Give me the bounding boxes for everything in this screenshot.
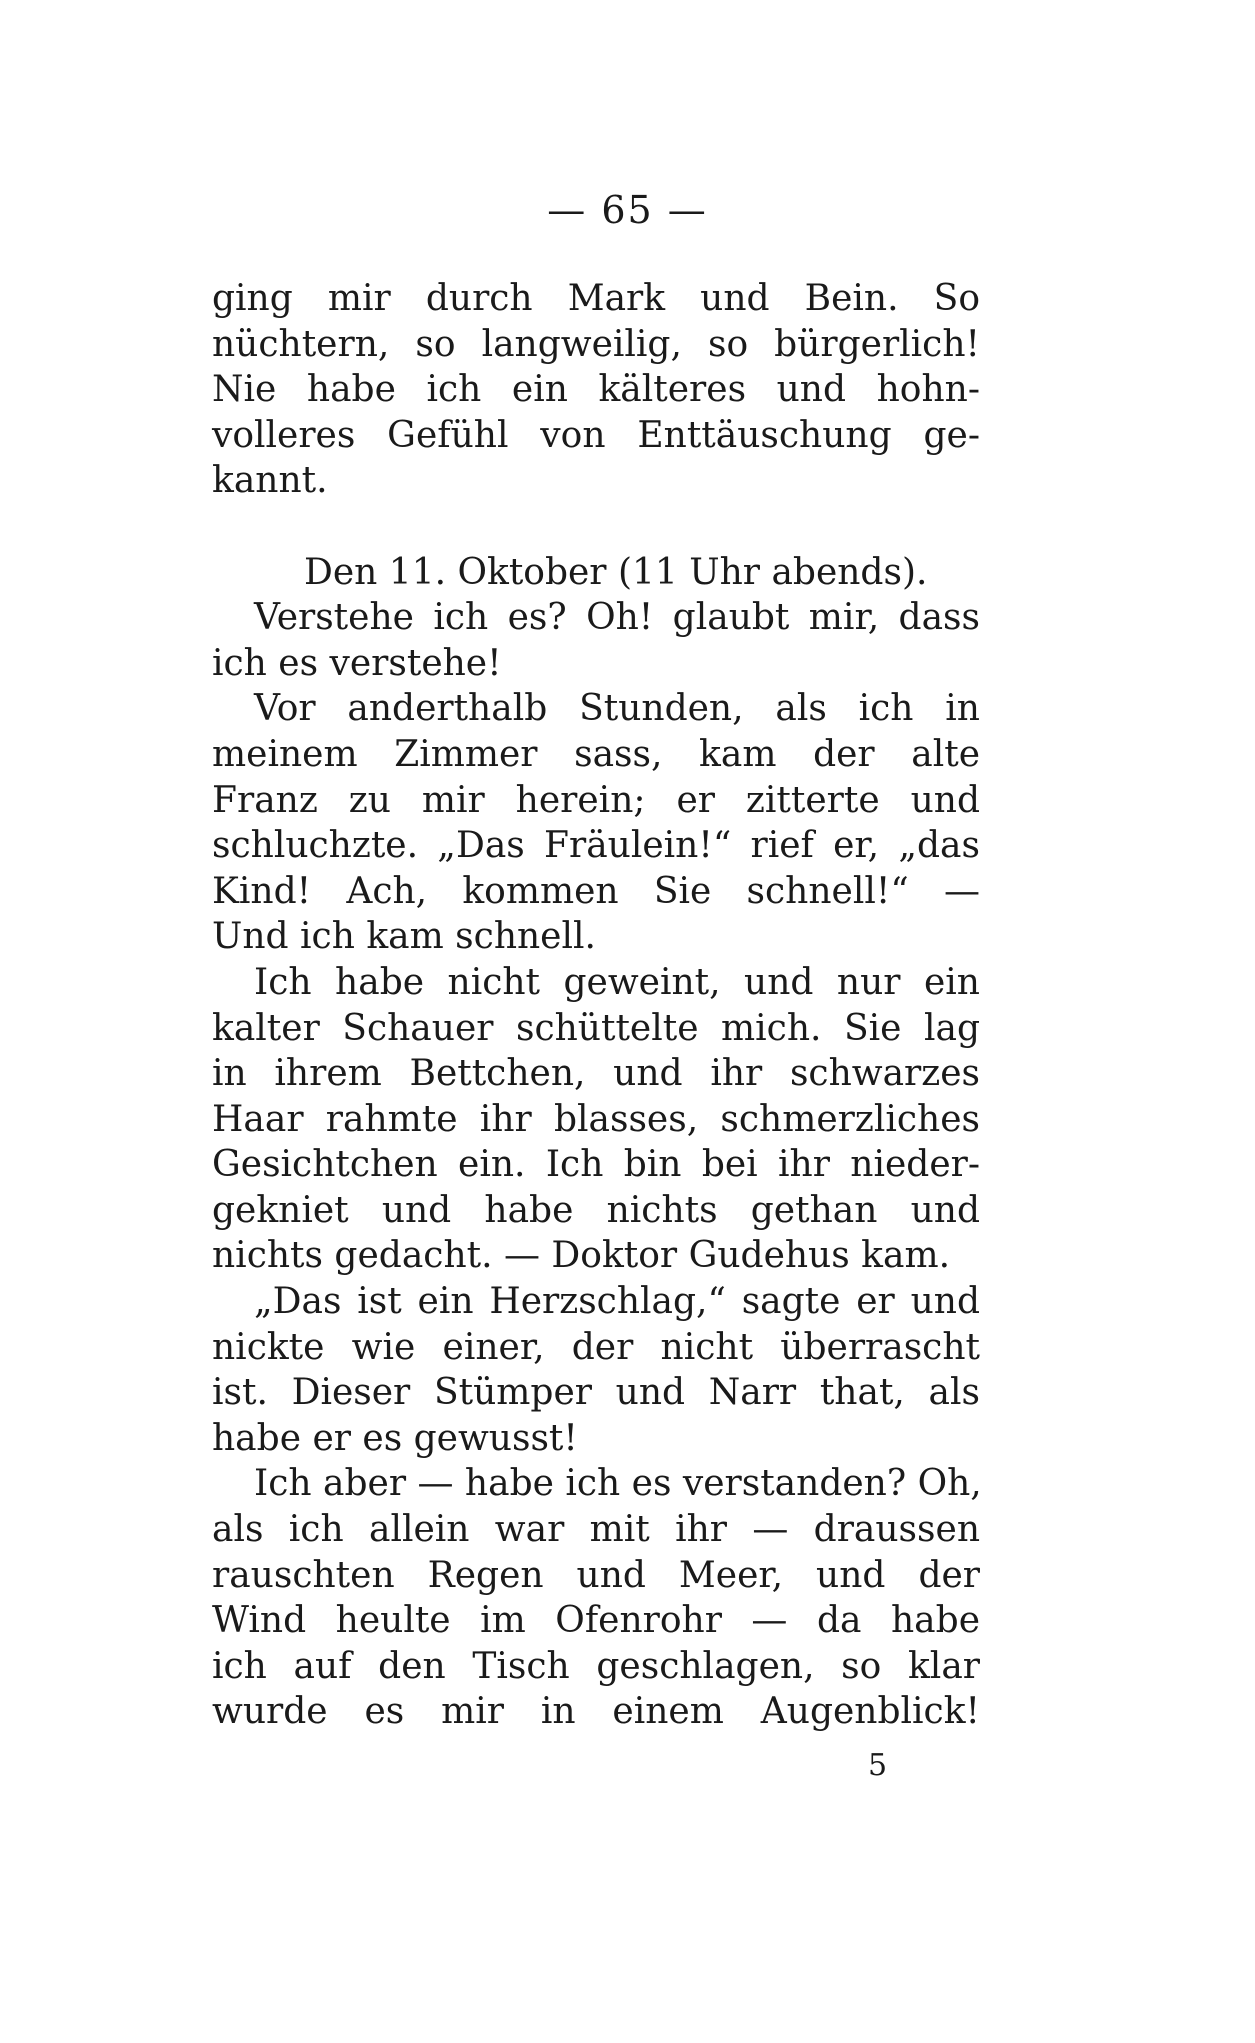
body-text bbox=[212, 276, 980, 1735]
text-line: kalter Schauer schüttelte mich. Sie lag bbox=[212, 1007, 980, 1049]
text-line: Verstehe ich es? Oh! glaubt mir, dass bbox=[254, 597, 980, 639]
text-line: Wind heulte im Ofenrohr — da habe bbox=[212, 1600, 980, 1642]
text-line: wurde es mir in einem Augenblick! bbox=[212, 1691, 980, 1733]
text-line: Ich habe nicht geweint, und nur ein bbox=[254, 961, 980, 1003]
text-line: nickte wie einer, der nicht überrascht bbox=[212, 1326, 980, 1368]
signature-mark: 5 bbox=[868, 1748, 888, 1783]
text-line: Nie habe ich ein kälteres und hohn- bbox=[212, 369, 980, 411]
text-line: Ich aber — habe ich es verstanden? Oh, bbox=[254, 1463, 982, 1505]
text-line: nichts gedacht. — Doktor Gudehus kam. bbox=[212, 1235, 951, 1277]
text-line: Und ich kam schnell. bbox=[212, 916, 596, 958]
text-line: ich auf den Tisch geschlagen, so klar bbox=[212, 1645, 980, 1687]
text-line: in ihrem Bettchen, und ihr schwarzes bbox=[212, 1053, 980, 1095]
text-line: gekniet und habe nichts gethan und bbox=[212, 1189, 980, 1231]
text-line: ging mir durch Mark und Bein. So bbox=[212, 278, 980, 319]
text-line: Gesichtchen ein. Ich bin bei ihr nieder- bbox=[212, 1144, 980, 1186]
text-line: Haar rahmte ihr blasses, schmerzliches bbox=[212, 1098, 980, 1140]
text-line: meinem Zimmer sass, kam der alte bbox=[212, 733, 980, 775]
text-line: Kind! Ach, kommen Sie schnell!“ — bbox=[212, 870, 980, 912]
text-line: rauschten Regen und Meer, und der bbox=[212, 1554, 980, 1596]
text-line: habe er es gewusst! bbox=[212, 1417, 578, 1459]
text-line: „Das ist ein Herzschlag,“ sagte er und bbox=[254, 1281, 980, 1323]
text-line: Vor anderthalb Stunden, als ich in bbox=[254, 688, 980, 730]
text-line: volleres Gefühl von Enttäuschung ge- bbox=[212, 414, 980, 456]
section-gap bbox=[212, 504, 980, 550]
text-line: kannt. bbox=[212, 460, 328, 502]
text-line: als ich allein war mit ihr — draussen bbox=[212, 1509, 980, 1551]
text-line: nüchtern, so langweilig, so bürgerlich! bbox=[212, 323, 980, 365]
text-line: ist. Dieser Stümper und Narr that, als bbox=[212, 1372, 980, 1414]
diary-date-heading: Den 11. Oktober (11 Uhr abends). bbox=[304, 551, 928, 593]
text-line: ich es verstehe! bbox=[212, 642, 502, 684]
page-number: — 65 — bbox=[547, 188, 708, 232]
text-line: schluchzte. „Das Fräulein!“ rief er, „das bbox=[212, 825, 980, 867]
text-line: Franz zu mir herein; er zitterte und bbox=[212, 779, 980, 821]
